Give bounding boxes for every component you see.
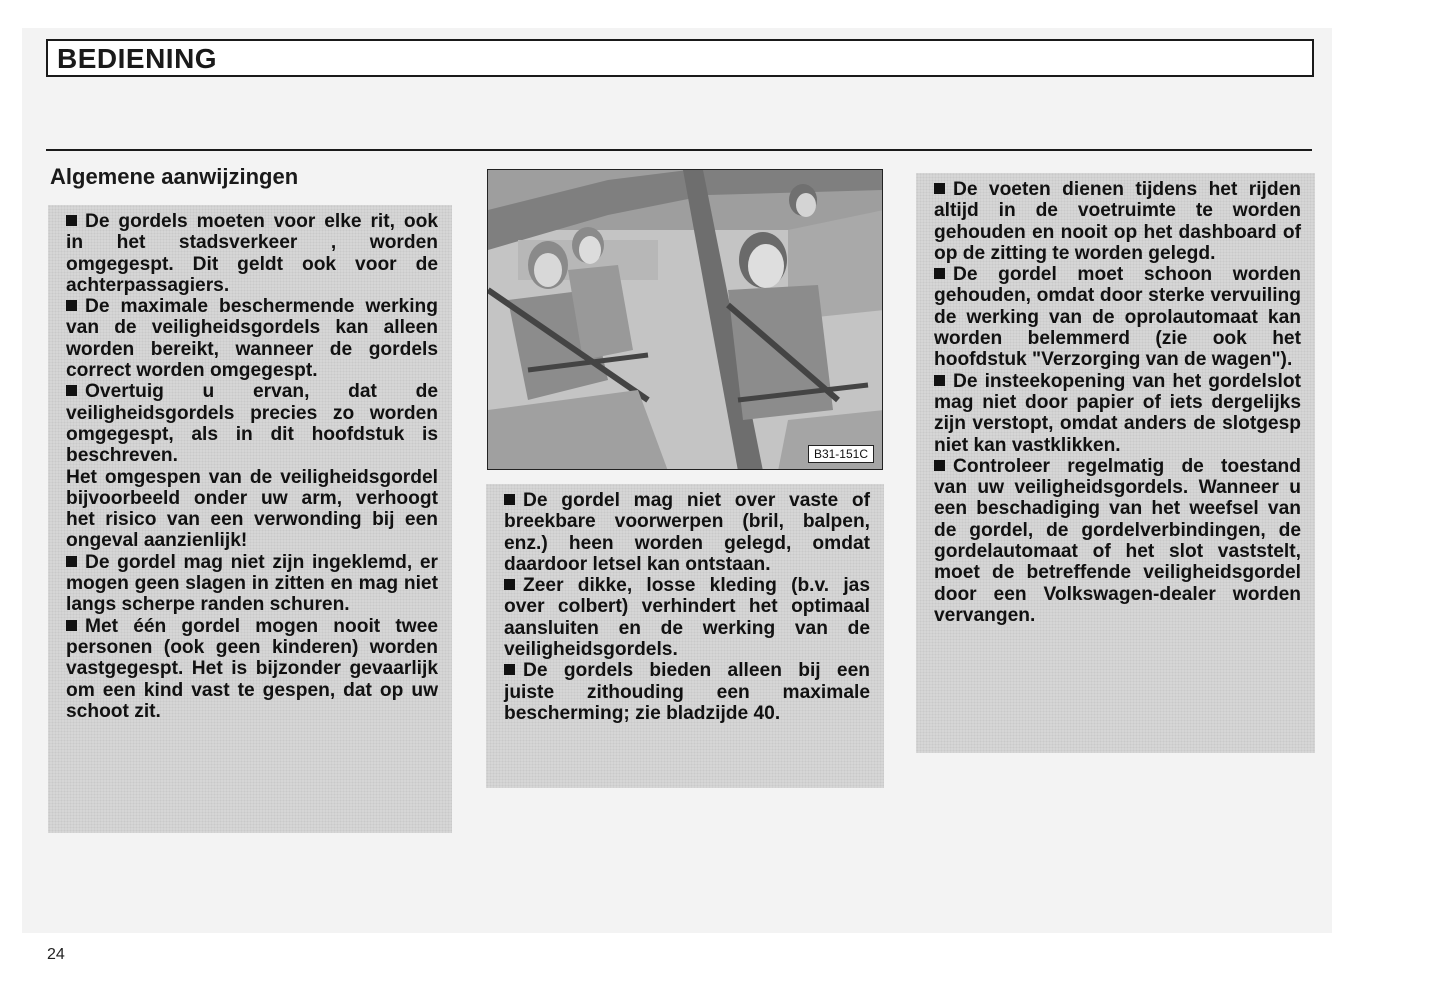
- section-divider: [46, 149, 1312, 151]
- bullet-square-icon: [66, 556, 77, 567]
- paragraph-text: Zeer dikke, losse kleding (b.v. jas over colbert) verhindert het optimaal aansluiten en de werking van de veiligheidsgordels.: [504, 575, 870, 661]
- text-box-middle: [486, 484, 884, 788]
- bullet-square-icon: [66, 215, 77, 226]
- paragraph: [934, 179, 1301, 264]
- chapter-header: [46, 39, 1314, 77]
- paragraph: [66, 296, 438, 381]
- bullet-square-icon: [504, 579, 515, 590]
- paragraph: [66, 616, 438, 722]
- paragraph: [66, 381, 438, 466]
- paragraph-text: Met één gordel mogen nooit twee personen (ook geen kinderen) worden vastgegespt. Het is bijzonder gevaarlijk om een kind vast te gespen, dat op uw schoot zit.: [66, 615, 438, 722]
- paragraph: [934, 264, 1301, 370]
- paragraph-text: De gordel mag niet zijn ingeklemd, er mogen geen slagen in zitten en mag niet langs scherpe randen schuren.: [66, 551, 438, 616]
- paragraph-text: De maximale beschermende werking van de veiligheidsgordels kan alleen worden bereikt, wanneer de gordels correct worden omgegespt.: [66, 296, 438, 382]
- page-number: 24: [47, 946, 65, 963]
- paragraph: [66, 552, 438, 616]
- car-interior-drawing: [488, 170, 883, 470]
- bullet-square-icon: [66, 385, 77, 396]
- text-box-left: [48, 205, 452, 833]
- paragraph: [934, 371, 1301, 456]
- paragraph: Het omgespen van de veiligheidsgordel bijvoorbeeld onder uw arm, verhoogt het risico van een verwonding bij een ongeval aanzienlijk!: [66, 466, 438, 552]
- paragraph-text: De gordels bieden alleen bij een juiste zithouding een maximale bescherming; zie bladzijde 40.: [504, 660, 870, 724]
- paragraph-text: De gordel moet schoon worden gehouden, omdat door sterke vervuiling de werking van de oprolautomaat kan worden belemmerd (zie ook het hoofdstuk "Verzorging van de wagen").: [934, 264, 1301, 371]
- bullet-square-icon: [934, 183, 945, 194]
- paragraph-text: De gordels moeten voor elke rit, ook in het stadsverkeer , worden omgegespt. Dit geldt ook voor de achterpassagiers.: [66, 211, 438, 296]
- paragraph: [504, 490, 870, 575]
- illustration-car-interior: [487, 169, 883, 470]
- text-box-right: [916, 173, 1315, 753]
- paragraph-text: Controleer regelmatig de toestand van uw veiligheidsgordels. Wanneer u een beschadiging van het weefsel van de gordel, de gordelverbindingen, de gordelautomaat of het slot vaststelt, moet de betreffende veiligheidsgordel door een Volkswagen-dealer worden vervangen.: [934, 455, 1301, 626]
- bullet-square-icon: [66, 620, 77, 631]
- paragraph-text: De voeten dienen tijdens het rijden altijd in de voetruimte te worden gehouden en nooit op het dashboard of op de zitting te worden gelegd.: [934, 179, 1301, 264]
- bullet-square-icon: [934, 268, 945, 279]
- paragraph-text: De gordel mag niet over vaste of breekbare voorwerpen (bril, balpen, enz.) heen worden gelegd, omdat daardoor letsel kan ontstaan.: [504, 490, 870, 575]
- paragraph: [934, 456, 1301, 626]
- chapter-title: BEDIENING: [57, 43, 218, 74]
- bullet-square-icon: [504, 494, 515, 505]
- bullet-square-icon: [934, 375, 945, 386]
- bullet-square-icon: [934, 460, 945, 471]
- paragraph: [66, 211, 438, 296]
- paragraph-text: De insteekopening van het gordelslot mag niet door papier of iets dergelijks zijn verstopt, omdat anders de slotgesp niet kan vastklikken.: [934, 370, 1301, 456]
- paragraph-text: Overtuig u ervan, dat de veiligheidsgordels precies zo worden omgegespt, als in dit hoofdstuk is beschreven.: [66, 381, 438, 467]
- figure-label: B31-151C: [808, 445, 874, 463]
- paragraph: [504, 575, 870, 660]
- bullet-square-icon: [66, 300, 77, 311]
- bullet-square-icon: [504, 664, 515, 675]
- paragraph: [504, 660, 870, 724]
- section-heading: Algemene aanwijzingen: [50, 164, 299, 189]
